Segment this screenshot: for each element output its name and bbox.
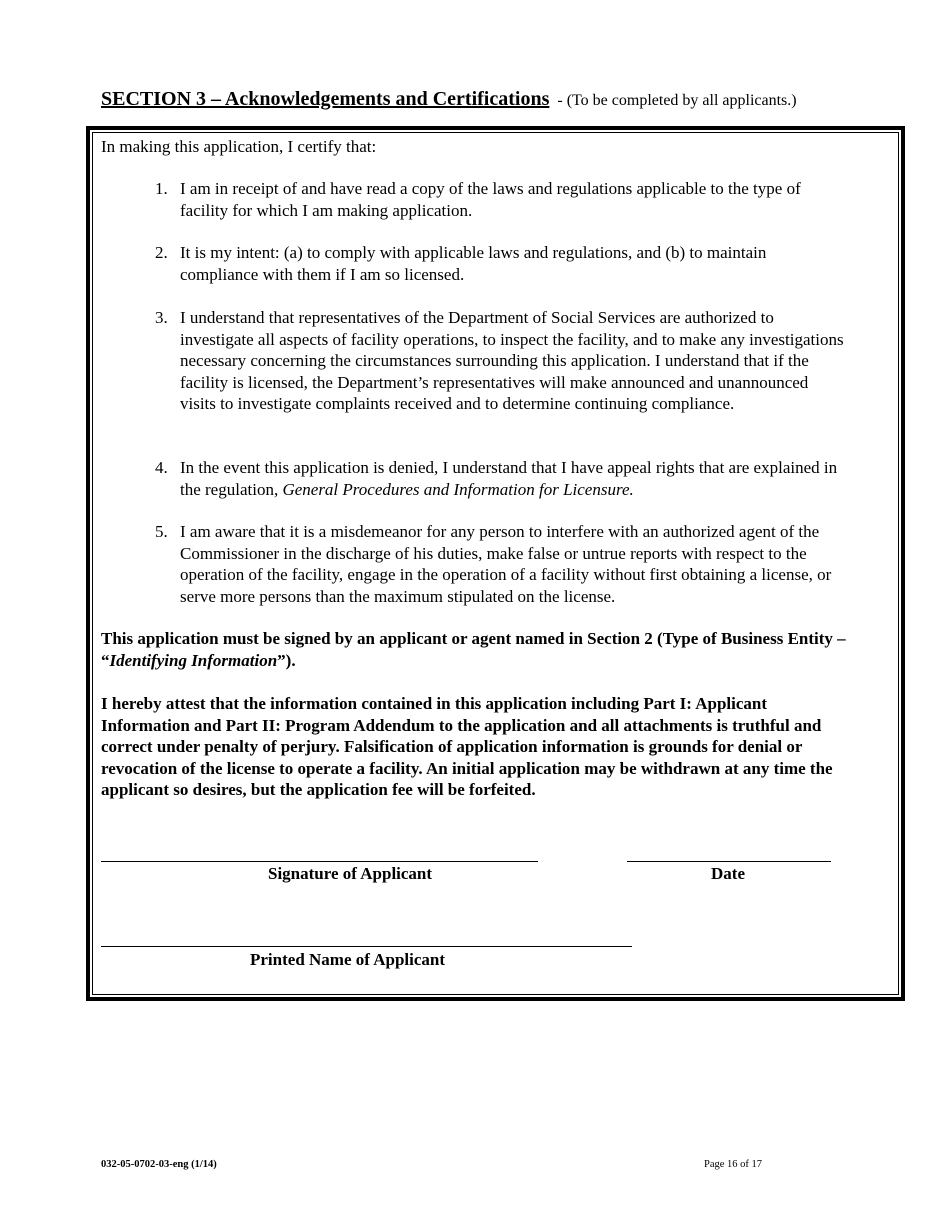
signature-label: Signature of Applicant [268, 864, 433, 883]
date-line[interactable] [627, 861, 831, 862]
certification-item-4 [155, 457, 848, 500]
item-text: I am in receipt of and have read a copy of the laws and regulations applicable to the type of facility for which I am making application. [180, 179, 801, 220]
item-text: It is my intent: (a) to comply with applicable laws and regulations, and (b) to maintain compliance with them if I am so licensed. [180, 243, 767, 284]
certification-item-3 [155, 307, 848, 415]
item-text: I understand that representatives of the Department of Social Services are authorized to investigate all aspects of facility operations, to inspect the facility, and to make any investigations necessary concerning the circumstances surrounding this application. I understand that if the facility is licensed, the Department’s representatives will make announced and unannounced visits to investigate complaints received and to determine continuing compliance. [180, 308, 844, 413]
item-number: 4. [155, 458, 168, 477]
item-text: In the event this application is denied, I understand that I have appeal rights that are explained in the regulation, [180, 458, 838, 499]
certification-item-2 [155, 242, 848, 285]
note-text-italic: Identifying Information [109, 650, 278, 670]
note-text-after: ”). [277, 650, 296, 670]
item-number: 3. [155, 308, 168, 327]
certification-item-5 [155, 521, 848, 607]
signature-requirement-note [101, 628, 853, 671]
regulation-title: General Procedures and Information for Licensure. [282, 479, 634, 499]
section-subtitle: - (To be completed by all applicants.) [557, 92, 797, 109]
printed-name-line[interactable] [101, 946, 632, 947]
intro-text: In making this application, I certify that: [101, 137, 377, 156]
attestation-paragraph: I hereby attest that the information contained in this application including Part I: Applicant Information and Part II: Program Addendum to the application and all attachments is truthful and correct under penalty of perjury. Falsification of application information is grounds for denial or revocation of the license to operate a facility. An initial application may be withdrawn at any time the applicant so desires, but the application fee will be forfeited. [101, 694, 833, 799]
section-title: SECTION 3 – Acknowledgements and Certifications [101, 88, 550, 110]
item-number: 5. [155, 522, 168, 541]
note-text-before: This application must be signed by an applicant or agent named in Section 2 (Type of Business Entity – “ [101, 629, 846, 670]
item-number: 1. [155, 179, 168, 198]
signature-line[interactable] [101, 861, 538, 862]
date-label: Date [711, 864, 745, 883]
item-number: 2. [155, 243, 168, 262]
page-number: Page 16 of 17 [704, 1159, 763, 1170]
form-id: 032-05-0702-03-eng (1/14) [101, 1159, 217, 1170]
item-text: I am aware that it is a misdemeanor for any person to interfere with an authorized agent of the Commissioner in the discharge of his duties, make false or untrue reports with respect to the operation of the facility, engage in the operation of a facility without first obtaining a license, or serve more persons than the maximum stipulated on the license. [180, 522, 832, 606]
section-heading [101, 88, 797, 111]
certification-item-1 [155, 178, 848, 221]
printed-name-label: Printed Name of Applicant [250, 950, 446, 969]
